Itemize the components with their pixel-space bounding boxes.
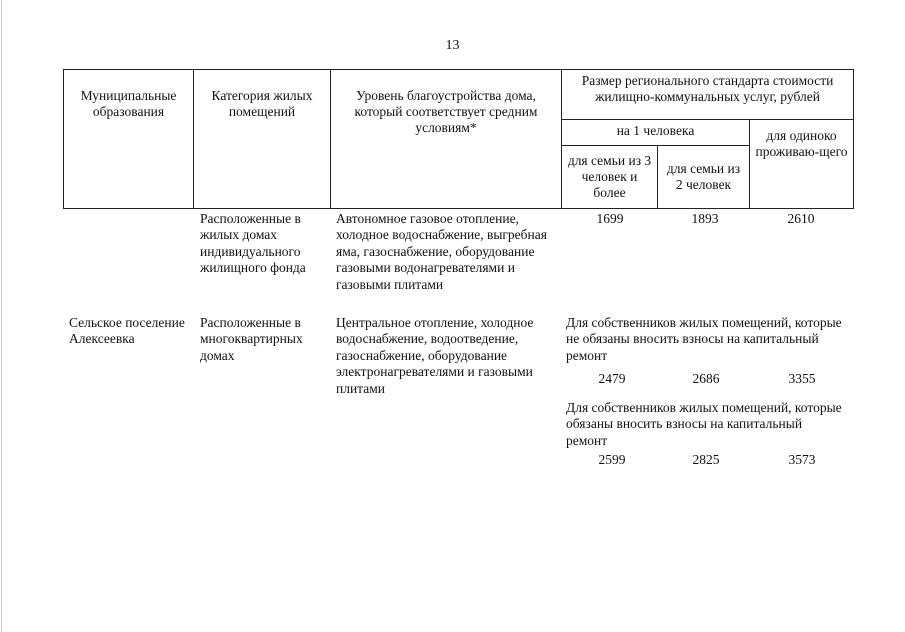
municipality-name: Сельское поселение Алексеевка (69, 315, 185, 347)
row1-level: Автономное газовое отопление, холодное водоснабжение, выгребная яма, газоснабжение, оборудование газовыми водонагревателями и газовыми плитами (336, 211, 547, 292)
table-header (63, 69, 854, 209)
header-size (562, 70, 854, 120)
row1-value-family3: 1699 (596, 211, 624, 226)
row2-note-no-capital-repair: Для собственников жилых помещений, которые не обязаны вносить взносы на капитальный ремонт (566, 315, 842, 363)
header-family3: для семьи из 3 человек и более (562, 146, 658, 209)
header-municipal: Муниципальные образования (64, 70, 194, 209)
row2-level: Центральное отопление, холодное водоснабжение, водоотведение, газоснабжение, оборудование электронагревателями и газовыми плитами (336, 315, 534, 396)
header-category: Категория жилых помещений (194, 70, 331, 209)
row1-category: Расположенные в жилых домах индивидуального жилищного фонда (200, 211, 306, 276)
row1-value-single: 2610 (787, 211, 815, 226)
page-number: 13 (445, 38, 460, 53)
header-level: Уровень благоустройства дома, который соответствует средним условиям* (331, 70, 562, 209)
row2-b-value-single: 3573 (788, 452, 816, 467)
page-edge (1, 0, 2, 632)
row2-b-value-family3: 2599 (598, 452, 626, 467)
row2-category: Расположенные в многоквартирных домах (200, 315, 303, 363)
header-single: для одиноко проживаю-щего (750, 120, 854, 209)
row2-a-value-single: 3355 (788, 371, 816, 386)
row2-note-capital-repair: Для собственников жилых помещений, которые обязаны вносить взносы на капитальный ремонт (566, 400, 842, 448)
header-family2: для семьи из 2 человек (658, 146, 750, 209)
header-size-line1: Размер регионального стандарта стоимости (581, 73, 834, 88)
row2-a-value-family3: 2479 (598, 371, 626, 386)
row2-a-value-family2: 2686 (692, 371, 720, 386)
header-size-line2: жилищно-коммунальных услуг, рублей (595, 89, 820, 104)
header-per-person: на 1 человека (562, 120, 750, 146)
row1-value-family2: 1893 (691, 211, 719, 226)
row2-b-value-family2: 2825 (692, 452, 720, 467)
